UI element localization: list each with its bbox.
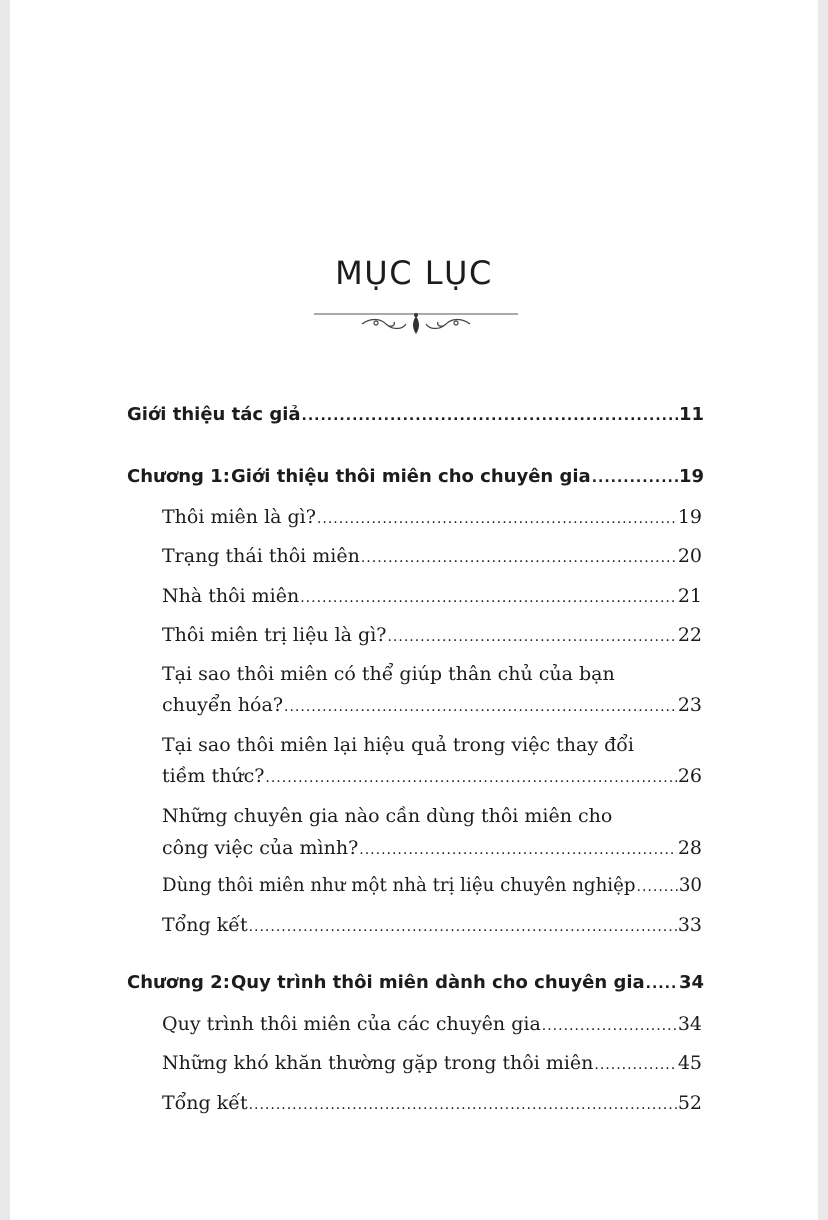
toc-entry[interactable] — [162, 506, 702, 528]
page-number: 34 — [677, 1013, 702, 1035]
leader-dots — [592, 470, 678, 486]
toc-label: Thôi miên trị liệu là gì? — [162, 624, 387, 646]
toc-label: Dùng thôi miên như một nhà trị liệu chuyên nghiệp — [162, 875, 636, 896]
toc-label: Tổng kết — [162, 914, 248, 936]
page-title: MỤC LỤC — [335, 254, 493, 292]
page-number: 11 — [678, 404, 704, 425]
toc-entry[interactable] — [162, 624, 702, 646]
toc-label: tiềm thức? — [162, 765, 265, 787]
leader-dots — [249, 919, 677, 935]
toc-label: Trạng thái thôi miên — [162, 545, 360, 567]
toc-entry[interactable] — [162, 1013, 702, 1035]
page-number: 19 — [677, 506, 702, 528]
toc-entry[interactable] — [162, 694, 702, 716]
toc-entry-chapter-2[interactable] — [127, 972, 704, 993]
page-number: 45 — [677, 1052, 702, 1074]
leader-dots — [284, 699, 677, 715]
toc-entry[interactable] — [162, 1092, 702, 1114]
leader-dots — [317, 511, 677, 527]
toc-label: công việc của mình? — [162, 837, 359, 859]
leader-dots — [637, 879, 678, 895]
leader-dots — [387, 629, 676, 645]
chapter-number: Chương 2: — [127, 972, 230, 993]
toc-label — [127, 466, 591, 487]
toc-entry-chapter-1[interactable] — [127, 466, 704, 487]
toc-entry[interactable] — [162, 545, 702, 567]
leader-dots — [542, 1018, 677, 1034]
toc-entry[interactable] — [162, 585, 702, 607]
leader-dots — [646, 976, 678, 992]
page-number: 26 — [677, 765, 702, 787]
toc-label: Quy trình thôi miên của các chuyên gia — [162, 1013, 541, 1035]
toc-entry-intro[interactable] — [127, 404, 704, 425]
page-number: 21 — [677, 585, 702, 607]
page-number: 19 — [678, 466, 704, 487]
page-number: 34 — [678, 972, 704, 993]
toc-label: chuyển hóa? — [162, 694, 284, 716]
page-number: 52 — [677, 1092, 702, 1114]
page-number: 20 — [677, 545, 702, 567]
toc-entry[interactable] — [162, 875, 702, 896]
leader-dots — [302, 408, 678, 424]
leader-dots — [359, 842, 677, 858]
page-number: 28 — [677, 837, 702, 859]
leader-dots — [361, 550, 677, 566]
leader-dots — [249, 1097, 677, 1113]
toc-entry[interactable] — [162, 914, 702, 936]
toc-label: Tổng kết — [162, 1092, 248, 1114]
toc-entry[interactable] — [162, 1052, 702, 1074]
chapter-title: Giới thiệu thôi miên cho chuyên gia — [231, 466, 591, 487]
page-number: 23 — [677, 694, 702, 716]
toc-label — [127, 972, 645, 993]
toc-label: Những khó khăn thường gặp trong thôi miên — [162, 1052, 594, 1074]
leader-dots — [300, 590, 677, 606]
ornament-divider-icon — [314, 310, 518, 338]
page-number: 22 — [677, 624, 702, 646]
chapter-number: Chương 1: — [127, 466, 230, 487]
toc-label: Thôi miên là gì? — [162, 506, 316, 528]
leader-dots — [265, 770, 676, 786]
chapter-title: Quy trình thôi miên dành cho chuyên gia — [231, 972, 645, 993]
page-number: 30 — [678, 875, 702, 896]
toc-entry-line1[interactable]: Tại sao thôi miên lại hiệu quả trong việc thay đổi — [162, 734, 635, 756]
toc-entry[interactable] — [162, 837, 702, 859]
toc-entry-line1[interactable]: Tại sao thôi miên có thể giúp thân chủ của bạn — [162, 663, 615, 685]
toc-entry[interactable] — [162, 765, 702, 787]
toc-label: Nhà thôi miên — [162, 585, 300, 607]
leader-dots — [594, 1057, 676, 1073]
book-page — [10, 0, 818, 1220]
toc-entry-line1[interactable]: Những chuyên gia nào cần dùng thôi miên cho — [162, 805, 613, 827]
toc-label: Giới thiệu tác giả — [127, 404, 301, 425]
page-number: 33 — [677, 914, 702, 936]
